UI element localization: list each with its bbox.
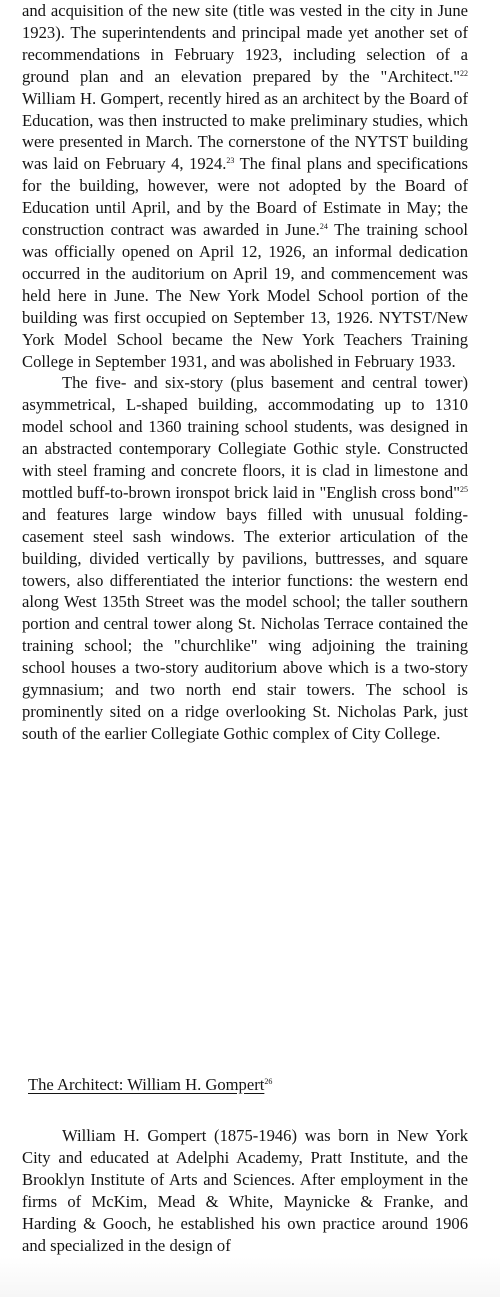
paragraph-1-text-d: The training school was officially opened on April 12, 1926, an informal dedication occurred in the auditorium on April 19, and commencement was held here in June. The New York Model School portion of the building was first occupied on September 13, 1926. NYTST/New York Model School became the New York Teachers Training College in September 1931, and was abolished in February 1933. [22,220,468,371]
paragraph-1-text-a: and acquisition of the new site (title was vested in the city in June 1923). The superintendents and principal made yet another set of recommendations in February 1923, including selection of a ground plan and an elevation prepared by the "Architect." [22,1,468,86]
footnote-ref-23: 23 [226,156,235,166]
paragraph-site-history [22,0,468,372]
footnote-ref-26: 26 [264,1077,273,1086]
section-heading-text: The Architect: William H. Gompert [28,1075,265,1094]
footnote-ref-22: 22 [460,68,468,78]
page-bottom-fade [0,1257,500,1297]
footnote-ref-25: 25 [460,484,468,494]
footnote-ref-24: 24 [319,222,328,232]
paragraph-1-text-c: The final plans and specifications for the building, however, were not adopted by the Board of Education until April, and by the Board of Estimate in May; the construction contract was awarded in June. [22,154,468,240]
section-heading-architect [28,1074,272,1096]
paragraph-2-text-b: and features large window bays filled with unusual folding-casement steel sash windows. The exterior articulation of the building, divided vertically by pavilions, buttresses, and square towers, also differentiated the interior functions: the western end along West 135th Street was the model school; the taller southern portion and central tower along St. Nicholas Terrace contained the training school; the "churchlike" wing adjoining the training school houses a two-story auditorium above which is a two-story gymnasium; and two north end stair towers. The school is prominently sited on a ridge overlooking St. Nicholas Park, just south of the earlier Collegiate Gothic complex of City College. [22,504,468,743]
document-page [22,0,468,1255]
paragraph-architect-bio: William H. Gompert (1875-1946) was born in New York City and educated at Adelphi Academy, Pratt Institute, and the Brooklyn Institute of Arts and Sciences. After employment in the firms of McKim, Mead & White, Maynicke & Franke, and Harding & Gooch, he established his own practice around 1906 and specialized in the design of [22,1126,468,1255]
paragraph-2-text-a: The five- and six-story (plus basement and central tower) asymmetrical, L-shaped building, accommodating up to 1310 model school and 1360 training school students, was designed in an abstracted contemporary Collegiate Gothic style. Constructed with steel framing and concrete floors, it is clad in limestone and mottled buff-to-brown ironspot brick laid in "English cross bond" [22,373,468,502]
paragraph-building-description [22,372,468,744]
paragraph-1-text-b: William H. Gompert, recently hired as an architect by the Board of Education, was then instructed to make preliminary studies, which were presented in March. The cornerstone of the NYTST building was laid on February 4, 1924. [22,88,468,174]
